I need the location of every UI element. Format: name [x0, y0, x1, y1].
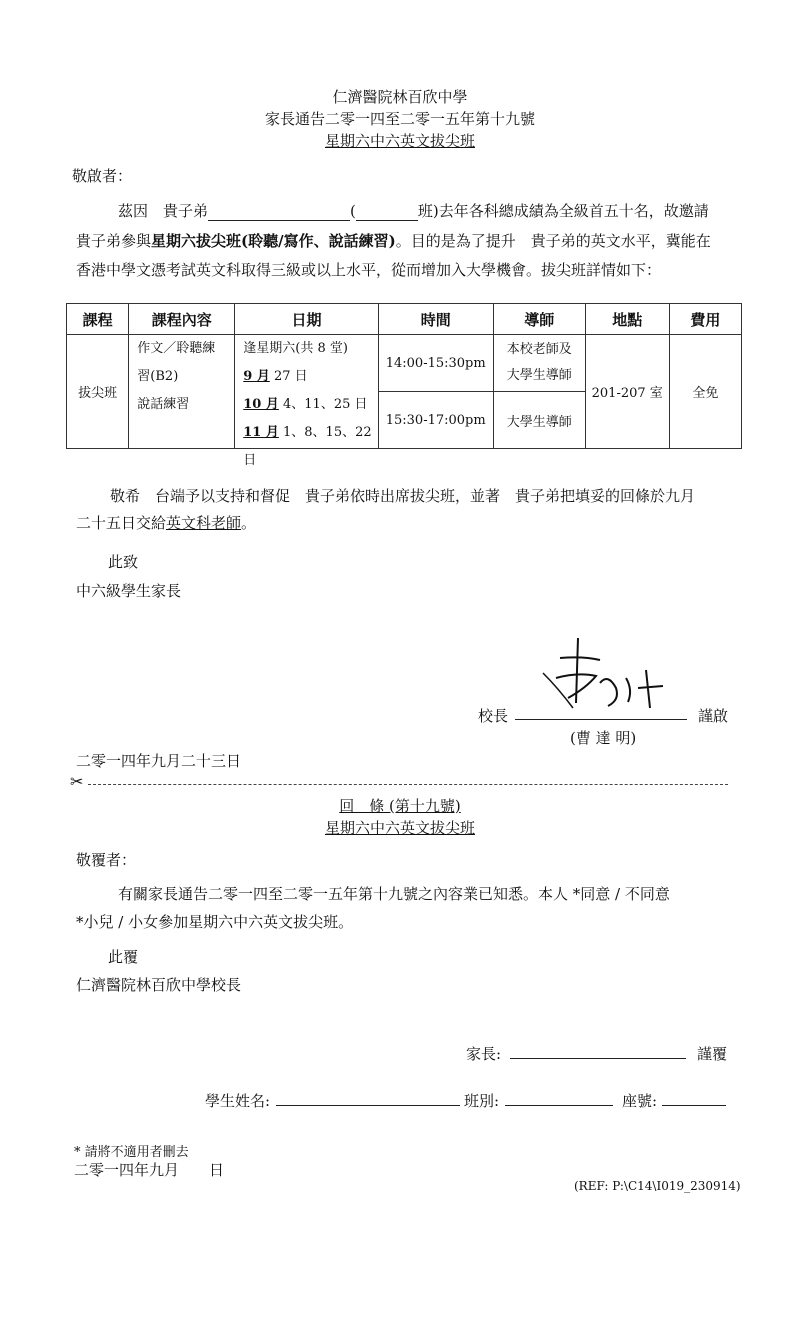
principal-respect: 謹啟	[698, 707, 729, 725]
table-header-row	[67, 304, 742, 335]
col-header: 導師	[493, 304, 585, 335]
col-header: 地點	[585, 304, 669, 335]
time-cell-2: 15:30-17:00pm	[378, 392, 493, 449]
venue-cell: 201-207 室	[585, 335, 669, 449]
scissors-icon: ✂	[70, 772, 84, 791]
signature-line	[515, 719, 687, 720]
cut-line	[88, 784, 728, 785]
student-name-blank	[208, 202, 350, 221]
course-cell: 拔尖班	[67, 335, 129, 449]
tutor-cell-1: 本校老師及 大學生導師	[493, 335, 585, 392]
notice-number: 家長通告二零一四至二零一五年第十九號	[264, 110, 535, 128]
reply-cifu: 此覆	[108, 948, 139, 966]
reply-body-line-1: 有關家長通告二零一四至二零一五年第十九號之內容業已知悉。本人 *同意 / 不同意	[118, 885, 670, 903]
parent-label: 家長:	[466, 1045, 502, 1063]
parent-signature-field[interactable]	[510, 1058, 686, 1059]
schedule-table	[66, 303, 742, 468]
seat-field[interactable]	[662, 1105, 726, 1106]
col-header: 費用	[669, 304, 741, 335]
salutation: 敬啟者：	[72, 167, 133, 185]
col-header: 日期	[235, 304, 378, 335]
delete-note: * 請將不適用者刪去	[74, 1145, 189, 1160]
request-line-2: 二十五日交給英文科老師。	[76, 514, 257, 532]
col-header: 課程內容	[129, 304, 235, 335]
class-blank	[356, 202, 418, 221]
class-title-bold: 星期六拔尖班(聆聽/寫作、說話練習)	[151, 232, 396, 250]
reply-title: 回 條 (第十九號)	[339, 797, 461, 815]
closing-recipient: 中六級學生家長	[76, 582, 182, 600]
reply-date: 二零一四年九月 日	[74, 1161, 225, 1179]
principal-signature	[538, 628, 688, 723]
class-field[interactable]	[505, 1105, 613, 1106]
reply-recipient: 仁濟醫院林百欣中學校長	[76, 976, 242, 994]
reference-code: (REF: P:\C14\I019_230914)	[574, 1179, 741, 1193]
closing-cizhi: 此致	[108, 553, 139, 571]
principal-label: 校長	[478, 707, 509, 725]
content-cell: 作文／聆聽練 習(B2) 說話練習	[129, 335, 235, 449]
time-cell-1: 14:00-15:30pm	[378, 335, 493, 392]
notice-date: 二零一四年九月二十三日	[76, 752, 242, 770]
seat-label: 座號:	[622, 1092, 658, 1110]
reply-salutation: 敬覆者：	[76, 851, 137, 869]
reply-body-line-2: *小兒 / 小女參加星期六中六英文拔尖班。	[76, 913, 354, 931]
notice-subject: 星期六中六英文拔尖班	[324, 132, 475, 150]
principal-name: (曹 達 明)	[570, 729, 637, 747]
intro-line-2: 貴子弟參與星期六拔尖班(聆聽/寫作、說話練習)。目的是為了提升 貴子弟的英文水平，冀能在	[76, 232, 711, 250]
col-header: 課程	[67, 304, 129, 335]
fee-cell: 全免	[669, 335, 741, 449]
student-name-field[interactable]	[276, 1105, 460, 1106]
reply-subtitle: 星期六中六英文拔尖班	[324, 819, 475, 837]
parent-respect: 謹覆	[697, 1045, 728, 1063]
student-name-label: 學生姓名:	[205, 1092, 271, 1110]
school-name: 仁濟醫院林百欣中學	[332, 88, 468, 106]
class-label: 班別:	[464, 1092, 500, 1110]
request-line-1: 敬希 台端予以支持和督促 貴子弟依時出席拔尖班，並著 貴子弟把填妥的回條於九月	[110, 487, 696, 505]
intro-line-3: 香港中學文憑考試英文科取得三級或以上水平，從而增加入大學機會。拔尖班詳情如下：	[76, 261, 662, 279]
col-header: 時間	[378, 304, 493, 335]
tutor-cell-2: 大學生導師	[493, 392, 585, 449]
table-row	[67, 335, 742, 392]
date-cell: 逢星期六(共 8 堂) 9 月 27 日 10 月 4、11、25 日 11 月 1、8、15、22 日	[235, 335, 378, 449]
intro-line-1: 茲因 貴子弟 ( 班)去年各科總成績為全級首五十名，故邀請	[118, 202, 709, 220]
